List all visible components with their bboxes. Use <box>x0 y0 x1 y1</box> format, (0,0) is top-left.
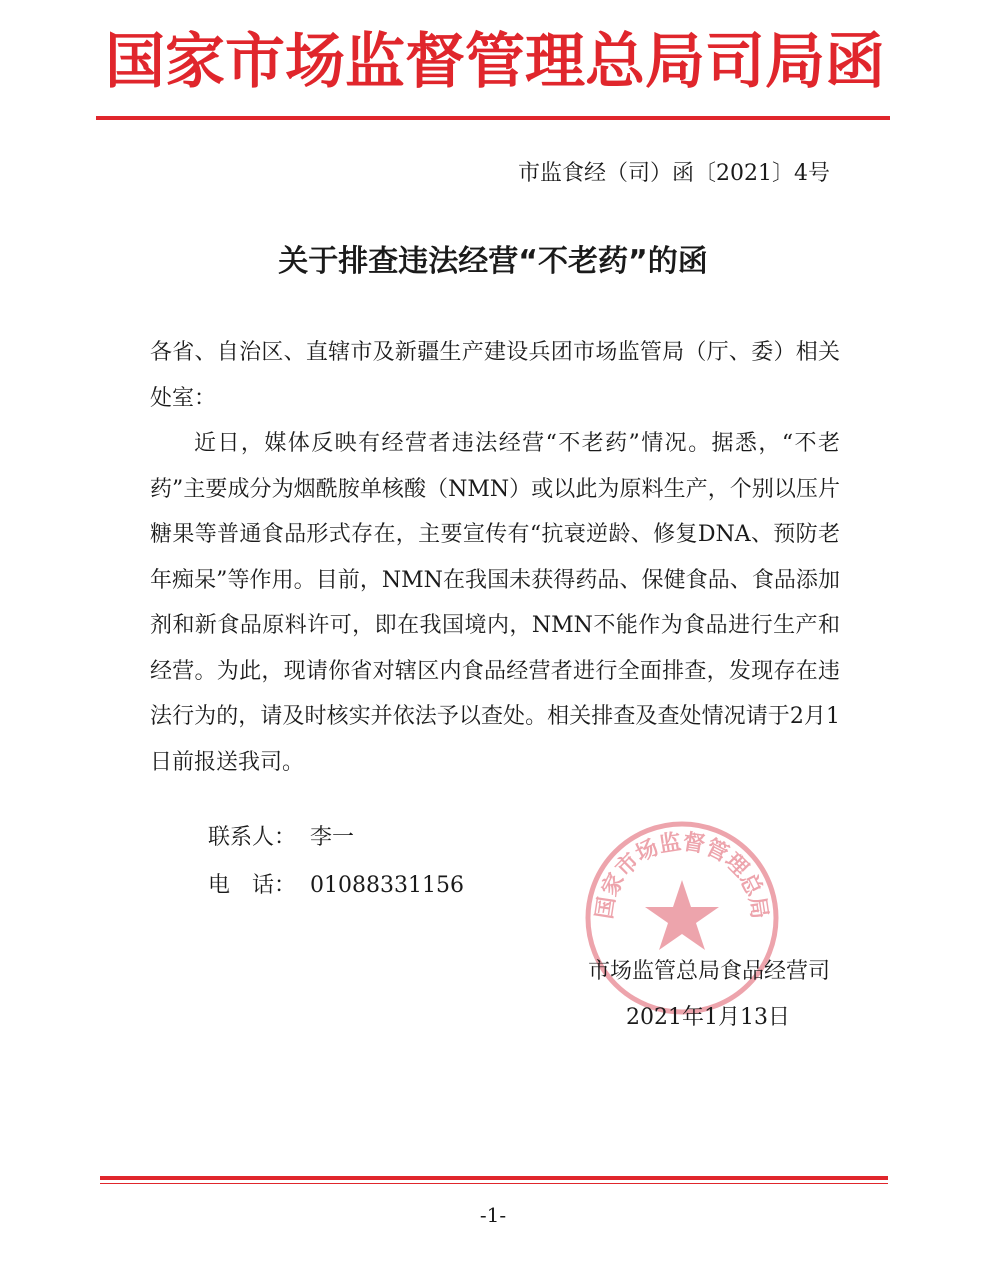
contact-person-value: 李一 <box>310 825 355 850</box>
addressee: 各省、自治区、直辖市及新疆生产建设兵团市场监管局（厅、委）相关处室： <box>150 340 840 411</box>
seal-text: 国家市场监督管理总局 <box>592 829 772 921</box>
page-number: -1- <box>479 1203 507 1227</box>
official-seal <box>582 818 782 1018</box>
contact-phone-label: 电 话： <box>208 873 297 898</box>
signing-date: 2021年1月13日 <box>626 1005 790 1030</box>
contact-person-line <box>208 822 354 854</box>
footer-red-rule-thin <box>100 1183 888 1184</box>
letter-body <box>150 330 840 785</box>
star-icon <box>645 880 719 950</box>
contact-phone-value: 01088331156 <box>310 873 464 898</box>
document-title: 关于排查违法经营“不老药”的函 <box>278 244 708 279</box>
footer-red-rule <box>100 1176 888 1180</box>
body-paragraph: 近日，媒体反映有经营者违法经营“不老药”情况。据悉，“不老药”主要成分为烟酰胺单核酸（NMN）或以此为原料生产，个别以压片糖果等普通食品形式存在，主要宣传有“抗衰逆龄、修复DNA、预防老年痴呆”等作用。目前，NMN在我国未获得药品、保健食品、食品添加剂和新食品原料许可，即在我国境内，NMN不能作为食品进行生产和经营。为此，现请你省对辖区内食品经营者进行全面排查，发现存在违法行为的，请及时核实并依法予以查处。相关排查及查处情况请于2月1日前报送我司。 <box>150 431 840 775</box>
signing-department: 市场监管总局食品经营司 <box>587 959 830 984</box>
contact-phone-line <box>208 870 464 902</box>
document-number: 市监食经（司）函〔2021〕4号 <box>518 161 830 186</box>
letterhead-title: 国家市场监督管理总局司局函 <box>105 27 885 97</box>
letterhead-red-rule <box>96 116 890 120</box>
contact-person-label: 联系人： <box>208 825 297 850</box>
